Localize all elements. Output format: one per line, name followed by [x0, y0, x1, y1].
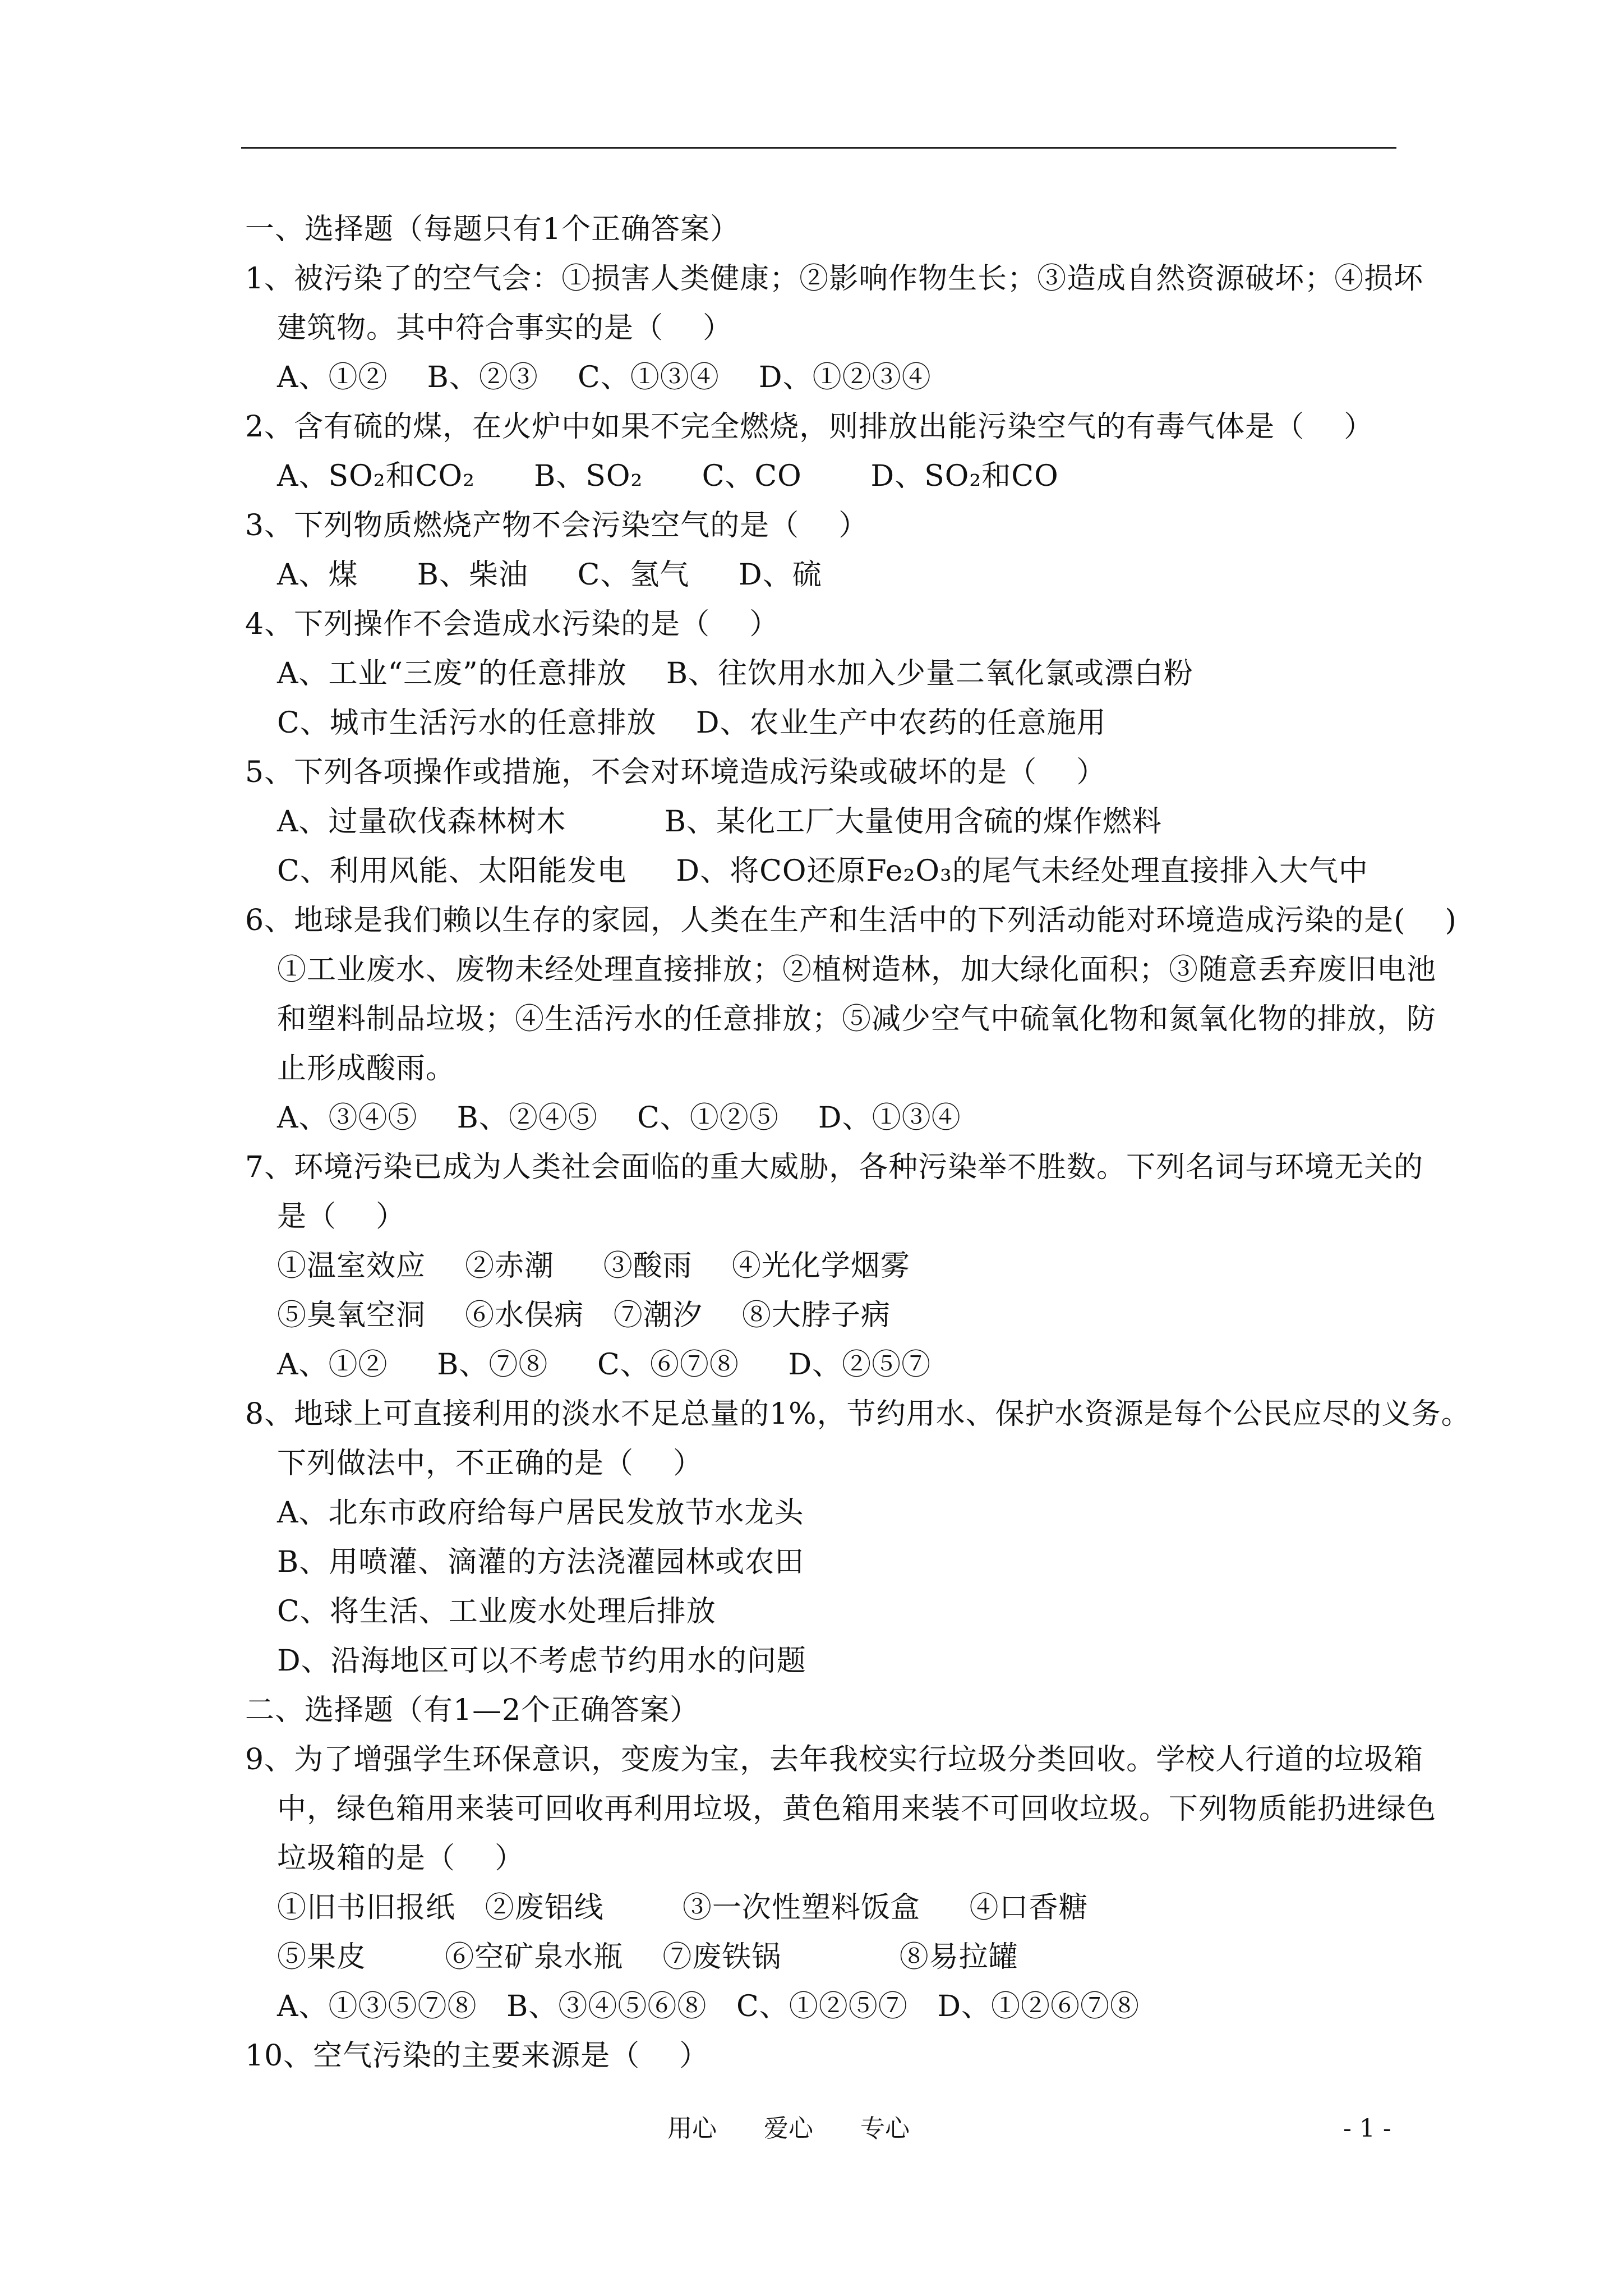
text-line: 1、被污染了的空气会：①损害人类健康；②影响作物生长；③造成自然资源破坏；④损坏 — [245, 262, 1424, 296]
text-line: C、城市生活污水的任意排放 D、农业生产中农药的任意施用 — [277, 706, 1106, 740]
text-line: B、用喷灌、滴灌的方法浇灌园林或农田 — [277, 1545, 805, 1579]
text-line: 下列做法中，不正确的是（ ） — [277, 1447, 703, 1480]
text-line: C、利用风能、太阳能发电 D、将CO还原Fe₂O₃的尾气未经处理直接排入大气中 — [277, 854, 1368, 888]
text-line: 垃圾箱的是（ ） — [277, 1842, 525, 1875]
text-line: ⑤果皮 ⑥空矿泉水瓶 ⑦废铁锅 ⑧易拉罐 — [277, 1940, 1018, 1974]
text-line: A、过量砍伐森林树木 B、某化工厂大量使用含硫的煤作燃料 — [277, 805, 1163, 839]
text-line: C、将生活、工业废水处理后排放 — [277, 1595, 716, 1628]
text-line: 3、下列物质燃烧产物不会污染空气的是（ ） — [245, 509, 869, 542]
text-line: 中，绿色箱用来装可回收再利用垃圾，黄色箱用来装不可回收垃圾。下列物质能扔进绿色 — [277, 1792, 1437, 1826]
text-line: A、③④⑤ B、②④⑤ C、①②⑤ D、①③④ — [277, 1101, 961, 1135]
text-line: A、北东市政府给每户居民发放节水龙头 — [277, 1496, 804, 1530]
text-line: 7、环境污染已成为人类社会面临的重大威胁，各种污染举不胜数。下列名词与环境无关的 — [245, 1151, 1424, 1184]
text-line: 4、下列操作不会造成水污染的是（ ） — [245, 608, 780, 641]
text-line: 8、地球上可直接利用的淡水不足总量的1%，节约用水、保护水资源是每个公民应尽的义务。 — [245, 1397, 1471, 1431]
text-line: 止形成酸雨。 — [277, 1052, 456, 1085]
text-line: A、工业“三废”的任意排放 B、往饮用水加入少量二氧化氯或漂白粉 — [277, 657, 1194, 691]
text-line: 6、地球是我们赖以生存的家园，人类在生产和生活中的下列活动能对环境造成污染的是( ) — [245, 904, 1457, 937]
text-line: A、①② B、⑦⑧ C、⑥⑦⑧ D、②⑤⑦ — [277, 1348, 932, 1382]
text-line: A、①② B、②③ C、①③④ D、①②③④ — [277, 361, 932, 394]
footer-motto: 用心 爱心 专心 — [667, 2114, 910, 2143]
text-line: 是（ ） — [277, 1200, 406, 1234]
text-line: 建筑物。其中符合事实的是（ ） — [277, 311, 733, 345]
text-line: 二、选择题（有1—2个正确答案） — [245, 1694, 700, 1727]
text-line: 一、选择题（每题只有1个正确答案） — [245, 213, 740, 246]
text-line: 10、空气污染的主要来源是（ ） — [245, 2039, 709, 2073]
text-line: 5、下列各项操作或措施，不会对环境造成污染或破坏的是（ ） — [245, 756, 1106, 789]
text-line: 和塑料制品垃圾；④生活污水的任意排放；⑤减少空气中硫氧化物和氮氧化物的排放，防 — [277, 1002, 1437, 1036]
text-line: A、煤 B、柴油 C、氢气 D、硫 — [277, 558, 822, 592]
text-line: ①温室效应 ②赤潮 ③酸雨 ④光化学烟雾 — [277, 1249, 910, 1283]
text-line: A、①③⑤⑦⑧ B、③④⑤⑥⑧ C、①②⑤⑦ D、①②⑥⑦⑧ — [277, 1990, 1140, 2023]
text-line: 9、为了增强学生环保意识，变废为宝，去年我校实行垃圾分类回收。学校人行道的垃圾箱 — [245, 1743, 1424, 1777]
text-line: A、SO₂和CO₂ B、SO₂ C、CO D、SO₂和CO — [277, 459, 1059, 493]
text-line: ①工业废水、废物未经处理直接排放；②植树造林，加大绿化面积；③随意丢弃废旧电池 — [277, 953, 1437, 987]
text-line: D、沿海地区可以不考虑节约用水的问题 — [277, 1644, 806, 1678]
text-line: ⑤臭氧空洞 ⑥水俣病 ⑦潮汐 ⑧大脖子病 — [277, 1299, 891, 1332]
document-body — [245, 205, 1471, 2081]
text-line: 2、含有硫的煤，在火炉中如果不完全燃烧，则排放出能污染空气的有毒气体是（ ） — [245, 410, 1374, 444]
text-line: ①旧书旧报纸 ②废铝线 ③一次性塑料饭盒 ④口香糖 — [277, 1891, 1089, 1925]
page-number: - 1 - — [1343, 2114, 1391, 2143]
header-rule — [241, 147, 1396, 149]
page-footer — [0, 2109, 1623, 2148]
